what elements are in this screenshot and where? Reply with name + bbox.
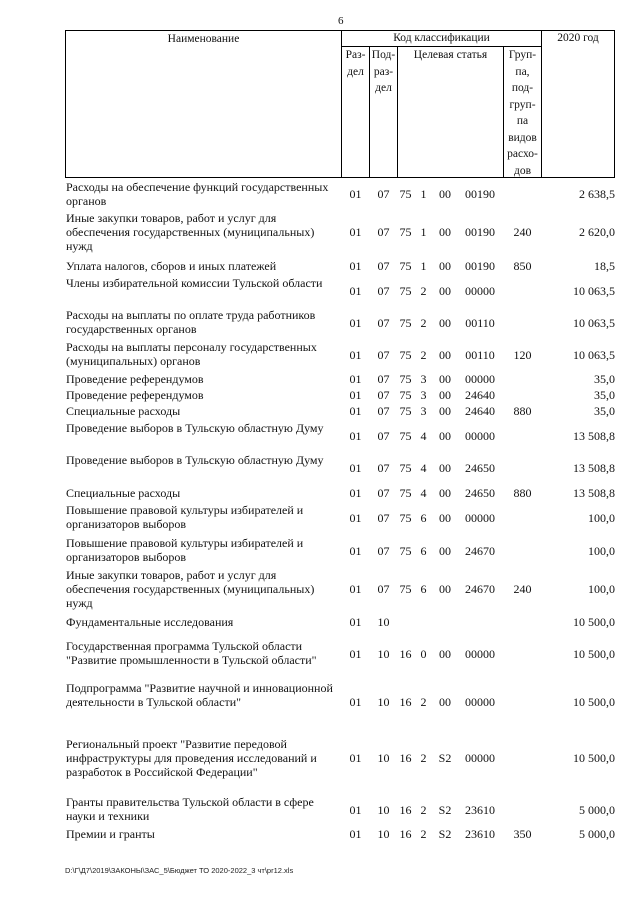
row-amount: 18,5 (594, 259, 615, 273)
row-target-event: 00 (439, 544, 451, 558)
header-classification: Код классификации (393, 32, 490, 44)
row-amount: 10 500,0 (573, 695, 615, 709)
row-target-event: S2 (438, 803, 452, 817)
row-podrazdel: 10 (377, 615, 390, 629)
row-podrazdel: 07 (377, 429, 390, 443)
row-target-program: 16 (399, 695, 412, 709)
row-target-event: S2 (438, 751, 452, 765)
header-name: Наименование (167, 33, 240, 45)
row-target-subprogram: 6 (420, 544, 427, 558)
row-amount: 2 620,0 (579, 225, 615, 239)
row-name: Проведение референдумов (66, 372, 204, 386)
row-podrazdel: 10 (377, 647, 390, 661)
row-target-event: 00 (439, 404, 451, 418)
row-target-program: 75 (399, 372, 412, 386)
row-target-subprogram: 1 (420, 259, 427, 273)
row-amount: 13 508,8 (573, 429, 615, 443)
row-target-subprogram: 2 (420, 751, 427, 765)
row-name: Повышение правовой культуры избирателей и организаторов выборов (66, 503, 304, 531)
row-target-direction: 23610 (465, 803, 495, 817)
row-target-event: 00 (439, 695, 451, 709)
row-razdel: 01 (349, 461, 362, 475)
row-target-event: 00 (439, 372, 451, 386)
row-podrazdel: 07 (377, 511, 390, 525)
row-target-direction: 00190 (465, 225, 495, 239)
row-target-event: 00 (439, 187, 451, 201)
row-target-event: 00 (439, 429, 451, 443)
row-target-subprogram: 4 (420, 461, 427, 475)
row-target-event: 00 (439, 511, 451, 525)
header-podrazdel: Под- раз- дел (371, 49, 396, 94)
row-podrazdel: 10 (377, 751, 390, 765)
row-razdel: 01 (349, 316, 362, 330)
row-razdel: 01 (349, 803, 362, 817)
row-target-direction: 23610 (465, 827, 495, 841)
row-target-subprogram: 2 (420, 284, 427, 298)
row-target-program: 75 (399, 348, 412, 362)
row-target-event: 00 (439, 284, 451, 298)
row-target-event: 00 (439, 225, 451, 239)
row-target-event: 00 (439, 647, 451, 661)
row-name: Фундаментальные исследования (66, 615, 234, 629)
row-target-program: 16 (399, 751, 412, 765)
row-amount: 10 500,0 (573, 647, 615, 661)
header-target: Целевая статья (413, 49, 488, 61)
row-razdel: 01 (349, 751, 362, 765)
row-target-direction: 24650 (465, 461, 495, 475)
row-name: Уплата налогов, сборов и иных платежей (66, 259, 277, 273)
row-target-direction: 00000 (465, 511, 495, 525)
row-target-subprogram: 6 (420, 511, 427, 525)
row-name: Региональный проект "Развитие передовой инфраструктуры для проведения исследований и разработок в Российской Федерации" (66, 737, 317, 779)
row-amount: 100,0 (588, 544, 615, 558)
row-razdel: 01 (349, 827, 362, 841)
footer-file-path: D:\Г\Д7\2019\ЗАКОНЫ\ЗАС_5\Бюджет ТО 2020-2022_3 чт\pr12.xls (65, 866, 294, 875)
row-amount: 13 508,8 (573, 486, 615, 500)
row-name: Проведение выборов в Тульскую областную Думу (66, 453, 324, 467)
row-razdel: 01 (349, 429, 362, 443)
row-name: Повышение правовой культуры избирателей и организаторов выборов (66, 536, 304, 564)
row-target-event: 00 (439, 388, 451, 402)
row-target-event: 00 (439, 259, 451, 273)
row-target-direction: 00000 (465, 695, 495, 709)
row-podrazdel: 07 (377, 486, 390, 500)
row-target-subprogram: 6 (420, 582, 427, 596)
row-razdel: 01 (349, 404, 362, 418)
row-podrazdel: 10 (377, 695, 390, 709)
row-name: Гранты правительства Тульской области в сфере науки и техники (66, 795, 314, 823)
row-target-subprogram: 4 (420, 486, 427, 500)
row-target-program: 75 (399, 511, 412, 525)
row-target-program: 16 (399, 803, 412, 817)
row-amount: 100,0 (588, 511, 615, 525)
row-target-event: 00 (439, 348, 451, 362)
row-podrazdel: 07 (377, 461, 390, 475)
row-podrazdel: 07 (377, 225, 390, 239)
row-target-program: 16 (399, 827, 412, 841)
row-razdel: 01 (349, 486, 362, 500)
row-target-subprogram: 2 (420, 348, 427, 362)
row-razdel: 01 (349, 695, 362, 709)
row-target-event: 00 (439, 486, 451, 500)
row-podrazdel: 07 (377, 316, 390, 330)
row-target-event: S2 (438, 827, 452, 841)
row-name: Члены избирательной комиссии Тульской области (66, 276, 323, 290)
row-podrazdel: 10 (377, 803, 390, 817)
row-target-program: 75 (399, 388, 412, 402)
row-name: Проведение выборов в Тульскую областную Думу (66, 421, 324, 435)
row-podrazdel: 07 (377, 404, 390, 418)
row-amount: 5 000,0 (579, 803, 615, 817)
row-target-program: 75 (399, 404, 412, 418)
row-expense-type: 850 (513, 259, 532, 273)
row-name: Иные закупки товаров, работ и услуг для обеспечения государственных (муниципальных) нужд (66, 211, 315, 253)
row-target-direction: 00190 (465, 187, 495, 201)
row-expense-type: 120 (513, 348, 532, 362)
row-razdel: 01 (349, 259, 362, 273)
row-amount: 10 500,0 (573, 751, 615, 765)
row-target-subprogram: 2 (420, 803, 427, 817)
row-amount: 100,0 (588, 582, 615, 596)
row-target-program: 75 (399, 582, 412, 596)
row-amount: 10 063,5 (573, 348, 615, 362)
row-razdel: 01 (349, 348, 362, 362)
row-podrazdel: 07 (377, 187, 390, 201)
row-name: Расходы на выплаты по оплате труда работников государственных органов (66, 308, 316, 336)
row-target-event: 00 (439, 461, 451, 475)
row-target-direction: 00000 (465, 372, 495, 386)
row-name: Проведение референдумов (66, 388, 204, 402)
header-razdel: Раз- дел (345, 49, 366, 78)
row-target-direction: 00110 (465, 348, 495, 362)
row-amount: 13 508,8 (573, 461, 615, 475)
row-podrazdel: 07 (377, 372, 390, 386)
row-name: Подпрограмма "Развитие научной и инновационной деятельности в Тульской области" (66, 681, 333, 709)
row-target-program: 75 (399, 225, 412, 239)
row-target-subprogram: 2 (420, 695, 427, 709)
row-target-subprogram: 1 (420, 187, 427, 201)
row-razdel: 01 (349, 511, 362, 525)
row-target-subprogram: 3 (420, 372, 427, 386)
row-target-direction: 24670 (465, 544, 495, 558)
row-expense-type: 240 (513, 582, 532, 596)
row-podrazdel: 10 (377, 827, 390, 841)
row-podrazdel: 07 (377, 582, 390, 596)
row-target-program: 75 (399, 429, 412, 443)
row-podrazdel: 07 (377, 544, 390, 558)
row-target-program: 75 (399, 259, 412, 273)
row-target-subprogram: 3 (420, 404, 427, 418)
row-name: Расходы на обеспечение функций государственных органов (66, 180, 329, 208)
row-target-subprogram: 0 (420, 647, 427, 661)
row-podrazdel: 07 (377, 284, 390, 298)
row-target-program: 75 (399, 461, 412, 475)
row-amount: 10 500,0 (573, 615, 615, 629)
page-number: 6 (338, 15, 344, 27)
row-razdel: 01 (349, 582, 362, 596)
row-razdel: 01 (349, 544, 362, 558)
row-target-direction: 24640 (465, 404, 495, 418)
row-amount: 10 063,5 (573, 316, 615, 330)
row-target-direction: 00190 (465, 259, 495, 273)
row-expense-type: 350 (513, 827, 532, 841)
row-amount: 35,0 (594, 372, 615, 386)
row-razdel: 01 (349, 388, 362, 402)
row-target-direction: 24650 (465, 486, 495, 500)
row-target-program: 16 (399, 647, 412, 661)
row-podrazdel: 07 (377, 348, 390, 362)
row-razdel: 01 (349, 615, 362, 629)
row-name: Иные закупки товаров, работ и услуг для обеспечения государственных (муниципальных) нужд (66, 568, 315, 610)
row-name: Специальные расходы (66, 486, 181, 500)
row-target-program: 75 (399, 486, 412, 500)
row-name: Расходы на выплаты персоналу государственных (муниципальных) органов (66, 340, 317, 368)
row-razdel: 01 (349, 225, 362, 239)
row-target-event: 00 (439, 582, 451, 596)
row-target-direction: 24640 (465, 388, 495, 402)
row-amount: 5 000,0 (579, 827, 615, 841)
row-amount: 2 638,5 (579, 187, 615, 201)
header-year: 2020 год (557, 32, 599, 44)
row-target-subprogram: 2 (420, 827, 427, 841)
row-target-subprogram: 3 (420, 388, 427, 402)
row-target-program: 75 (399, 187, 412, 201)
row-target-program: 75 (399, 316, 412, 330)
row-razdel: 01 (349, 284, 362, 298)
row-target-direction: 00000 (465, 284, 495, 298)
row-target-subprogram: 4 (420, 429, 427, 443)
row-target-direction: 00110 (465, 316, 495, 330)
row-target-program: 75 (399, 544, 412, 558)
row-name: Премии и гранты (66, 827, 155, 841)
row-target-subprogram: 1 (420, 225, 427, 239)
row-target-direction: 00000 (465, 751, 495, 765)
row-podrazdel: 07 (377, 259, 390, 273)
row-amount: 10 063,5 (573, 284, 615, 298)
row-podrazdel: 07 (377, 388, 390, 402)
row-razdel: 01 (349, 647, 362, 661)
row-target-event: 00 (439, 316, 451, 330)
row-name: Государственная программа Тульской области "Развитие промышленности в Тульской области" (66, 639, 317, 667)
row-target-subprogram: 2 (420, 316, 427, 330)
row-target-direction: 00000 (465, 429, 495, 443)
row-expense-type: 240 (513, 225, 532, 239)
row-amount: 35,0 (594, 388, 615, 402)
row-target-direction: 24670 (465, 582, 495, 596)
row-razdel: 01 (349, 372, 362, 386)
row-amount: 35,0 (594, 404, 615, 418)
row-target-program: 75 (399, 284, 412, 298)
row-razdel: 01 (349, 187, 362, 201)
row-name: Специальные расходы (66, 404, 181, 418)
row-expense-type: 880 (513, 486, 532, 500)
row-expense-type: 880 (513, 404, 532, 418)
header-group: Груп- па, под- груп- па видов расхо- дов (507, 49, 538, 177)
row-target-direction: 00000 (465, 647, 495, 661)
